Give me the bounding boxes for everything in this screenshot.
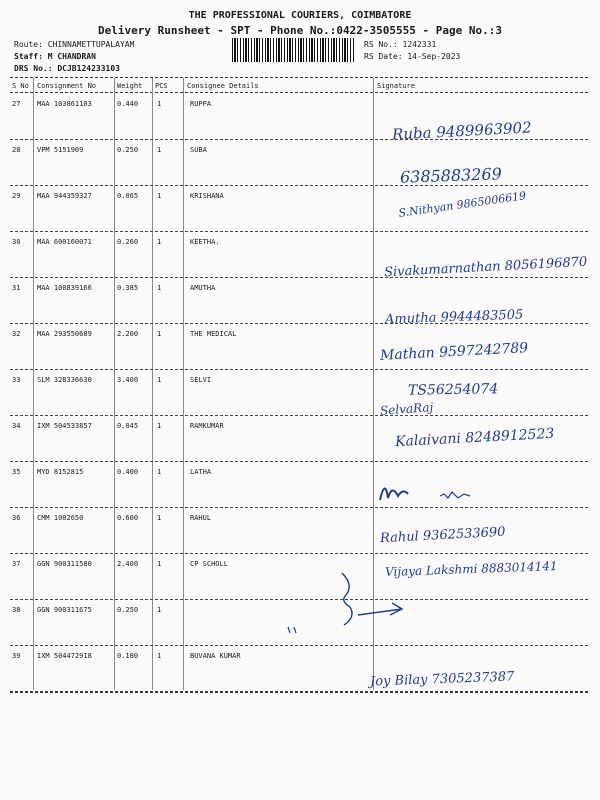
- header-bottom-divider: [10, 92, 588, 93]
- cell-sno: 27: [12, 100, 21, 108]
- drs-line: [14, 64, 120, 73]
- handwritten-signature: Rahul 9362533690: [379, 524, 506, 547]
- cell-consignment: GGN 900311675: [37, 606, 92, 614]
- handwritten-signature: 6385883269: [399, 164, 503, 187]
- cell-consignee: RUPPA: [190, 100, 212, 108]
- table-row: [0, 508, 600, 554]
- ditto-arrow-mark: [280, 565, 420, 640]
- cell-consignee: CP SCHOLL: [190, 560, 228, 568]
- cell-sno: 34: [12, 422, 21, 430]
- cell-consignee: RAMKUMAR: [190, 422, 224, 430]
- cell-sno: 35: [12, 468, 21, 476]
- handwritten-signature: S.Nithyan 9865006619: [397, 189, 527, 220]
- cell-pcs: 1: [157, 330, 162, 338]
- cell-consignment: SLM 328336630: [37, 376, 92, 384]
- cell-sno: 32: [12, 330, 21, 338]
- rs-date-value: 14-Sep-2023: [407, 52, 461, 61]
- handwritten-signature: Sivakumarnathan 8056196870: [383, 254, 588, 281]
- staff-line: [14, 52, 96, 61]
- cell-pcs: 1: [157, 514, 162, 522]
- cell-consignment: MAA 293550689: [37, 330, 92, 338]
- cell-weight: 0.400: [117, 468, 139, 476]
- rs-no-line: [364, 40, 436, 49]
- cell-consignment: CMM 1002650: [37, 514, 84, 522]
- table-row: [0, 140, 600, 186]
- route-label: Route:: [14, 40, 43, 49]
- drs-label: DRS No.:: [14, 64, 53, 73]
- col-header-consignee: Consignee Details: [187, 82, 259, 90]
- cell-consignment: MAA 944359327: [37, 192, 92, 200]
- header-top-divider: [10, 77, 588, 78]
- cell-weight: 0.180: [117, 652, 139, 660]
- cell-consignment: MAA 600160071: [37, 238, 92, 246]
- latha-signature-scribble: [370, 470, 500, 510]
- rs-no-value: 1242331: [402, 40, 437, 49]
- handwritten-signature: Mathan 9597242789: [379, 340, 529, 364]
- cell-sno: 29: [12, 192, 21, 200]
- cell-weight: 0.250: [117, 606, 139, 614]
- cell-sno: 30: [12, 238, 21, 246]
- handwritten-signature: Kalaivani 8248912523: [394, 425, 555, 451]
- cell-consignee: THE MEDICAL: [190, 330, 237, 338]
- cell-weight: 3.400: [117, 376, 139, 384]
- cell-consignee: BUVANA KUMAR: [190, 652, 241, 660]
- cell-consignment: IXM 504472918: [37, 652, 92, 660]
- handwritten-signature: Vijaya Lakshmi 8883014141: [384, 558, 558, 580]
- cell-weight: 0.440: [117, 100, 139, 108]
- cell-pcs: 1: [157, 100, 162, 108]
- cell-pcs: 1: [157, 146, 162, 154]
- footer-divider: [10, 692, 588, 693]
- barcode-image: [232, 38, 354, 62]
- cell-pcs: 1: [157, 652, 162, 660]
- col-header-signature: Signature: [377, 82, 415, 90]
- cell-pcs: 1: [157, 560, 162, 568]
- cell-consignee: RAHUL: [190, 514, 212, 522]
- cell-weight: 0.385: [117, 284, 139, 292]
- company-title: THE PROFESSIONAL COURIERS, COIMBATORE: [188, 10, 412, 21]
- route-line: [14, 40, 134, 49]
- handwritten-signature: Amutha 9944483505: [384, 307, 524, 328]
- cell-sno: 33: [12, 376, 21, 384]
- cell-consignee: AMUTHA: [190, 284, 216, 292]
- cell-pcs: 1: [157, 468, 162, 476]
- cell-consignment: MAA 103861103: [37, 100, 92, 108]
- col-header-pcs: PCS: [155, 82, 168, 90]
- staff-value: M CHANDRAN: [47, 52, 96, 61]
- handwritten-signature: TS56254074: [407, 381, 499, 399]
- handwritten-signature: Ruba 9489963902: [391, 118, 533, 144]
- rs-date-line: [364, 52, 460, 61]
- handwritten-signature: Joy Bilay 7305237387: [369, 669, 515, 690]
- rs-date-label: RS Date:: [364, 52, 403, 61]
- cell-pcs: 1: [157, 192, 162, 200]
- col-header-consignment: Consignment No: [37, 82, 97, 90]
- cell-consignee: SELVI: [190, 376, 212, 384]
- cell-consignee: SUBA: [190, 146, 207, 154]
- cell-consignee: KRISHANA: [190, 192, 224, 200]
- cell-consignment: VPM 5151909: [37, 146, 84, 154]
- cell-consignment: GGN 900311580: [37, 560, 92, 568]
- route-value: CHINNAMETTUPALAYAM: [47, 40, 135, 49]
- cell-consignment: MYD 8152815: [37, 468, 84, 476]
- table-row: [0, 462, 600, 508]
- cell-sno: 37: [12, 560, 21, 568]
- cell-pcs: 1: [157, 606, 162, 614]
- cell-pcs: 1: [157, 238, 162, 246]
- cell-pcs: 1: [157, 422, 162, 430]
- handwritten-signature: SelvaRaj: [379, 400, 434, 418]
- cell-sno: 38: [12, 606, 21, 614]
- cell-weight: 0.260: [117, 238, 139, 246]
- cell-weight: 0.065: [117, 192, 139, 200]
- cell-sno: 36: [12, 514, 21, 522]
- col-header-sno: S No: [12, 82, 29, 90]
- staff-label: Staff:: [14, 52, 43, 61]
- cell-pcs: 1: [157, 284, 162, 292]
- runsheet-subtitle: Delivery Runsheet - SPT - Phone No.:0422-3505555 - Page No.:3: [98, 24, 502, 37]
- cell-weight: 2.400: [117, 560, 139, 568]
- cell-weight: 0.250: [117, 146, 139, 154]
- drs-value: DCJB124233103: [57, 64, 120, 73]
- cell-pcs: 1: [157, 376, 162, 384]
- cell-weight: 0.045: [117, 422, 139, 430]
- cell-weight: 0.600: [117, 514, 139, 522]
- cell-sno: 31: [12, 284, 21, 292]
- cell-sno: 28: [12, 146, 21, 154]
- rs-no-label: RS No.:: [364, 40, 398, 49]
- cell-sno: 39: [12, 652, 21, 660]
- col-header-weight: Weight: [117, 82, 143, 90]
- cell-consignee: LATHA: [190, 468, 212, 476]
- cell-consignment: IXM 504533857: [37, 422, 92, 430]
- table-row: [0, 370, 600, 416]
- cell-consignee: KEETHA.: [190, 238, 220, 246]
- cell-consignment: MAA 100839166: [37, 284, 92, 292]
- cell-weight: 2.200: [117, 330, 139, 338]
